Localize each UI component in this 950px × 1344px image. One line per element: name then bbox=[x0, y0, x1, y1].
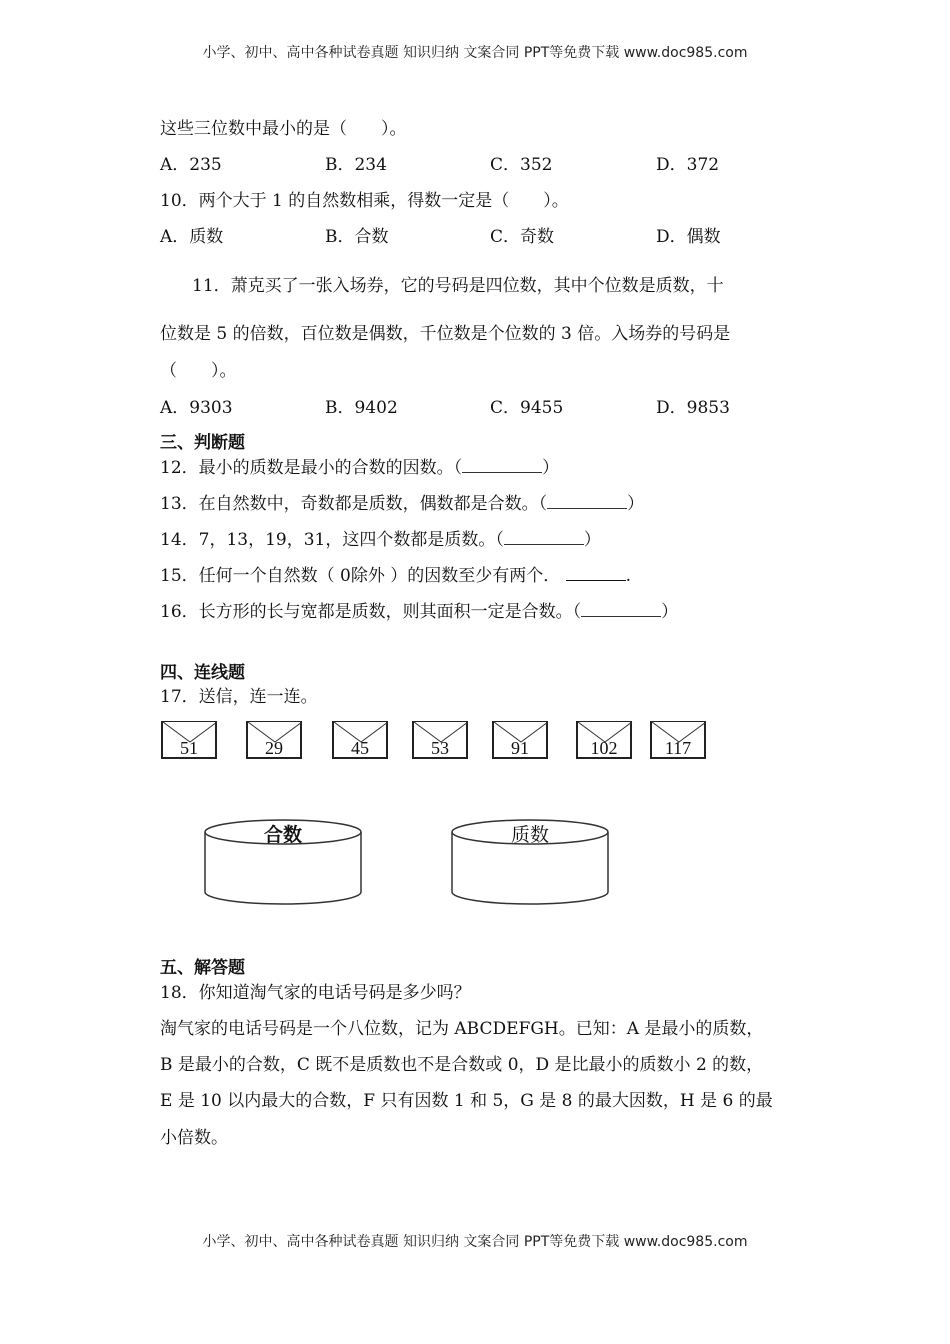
section-5-title: 五、解答题 bbox=[160, 958, 245, 978]
composite-number-box[interactable] bbox=[203, 818, 363, 908]
q11-line1: 11．萧克买了一张入场券，它的号码是四位数，其中个位数是质数，十 bbox=[192, 276, 724, 296]
judge-text: 12．最小的质数是最小的合数的因数。（ bbox=[160, 458, 463, 478]
q17-stem: 17．送信，连一连。 bbox=[160, 687, 318, 707]
judge-item-15 bbox=[160, 565, 631, 587]
q18-line: B 是最小的合数，C 既不是质数也不是合数或 0，D 是比最小的质数小 2 的数， bbox=[160, 1055, 764, 1075]
q9-stem: 这些三位数中最小的是（ ）。 bbox=[160, 119, 407, 139]
box-label: 合数 bbox=[263, 824, 302, 846]
box-label: 质数 bbox=[510, 824, 549, 846]
envelope-number: 29 bbox=[265, 738, 283, 758]
envelope-number: 117 bbox=[664, 738, 692, 758]
q18-line: E 是 10 以内最大的合数，F 只有因数 1 和 5，G 是 8 的最大因数，H 是 6 的最 bbox=[160, 1091, 773, 1111]
answer-blank[interactable] bbox=[547, 493, 627, 509]
page-footer: 小学、初中、高中各种试卷真题 知识归纳 文案合同 PPT等免费下载 www.doc985.com bbox=[202, 1234, 748, 1250]
q10-option-b: B．合数 bbox=[325, 227, 389, 247]
judge-text: 15．任何一个自然数（ 0除外 ）的因数至少有两个． bbox=[160, 566, 561, 586]
q11-line2: 位数是 5 的倍数，百位数是偶数，千位数是个位数的 3 倍。入场券的号码是 bbox=[160, 324, 731, 344]
envelope[interactable] bbox=[161, 721, 217, 759]
judge-text: 14．7，13，19，31，这四个数都是质数。（ bbox=[160, 530, 504, 550]
envelope-number: 91 bbox=[511, 738, 529, 758]
judge-close: ） bbox=[542, 458, 560, 478]
prime-number-box[interactable] bbox=[450, 818, 610, 908]
judge-item-13 bbox=[160, 493, 644, 515]
q9-option-b: B．234 bbox=[325, 155, 387, 175]
q18-stem: 18．你知道淘气家的电话号码是多少吗？ bbox=[160, 983, 471, 1003]
page-header: 小学、初中、高中各种试卷真题 知识归纳 文案合同 PPT等免费下载 www.doc985.com bbox=[202, 45, 748, 61]
envelope[interactable] bbox=[246, 721, 302, 759]
judge-close: ） bbox=[627, 494, 645, 514]
judge-text: 13．在自然数中，奇数都是质数，偶数都是合数。（ bbox=[160, 494, 548, 514]
answer-blank[interactable] bbox=[566, 565, 626, 581]
envelope-number: 51 bbox=[180, 738, 198, 758]
envelope-number: 102 bbox=[590, 738, 618, 758]
judge-text: 16．长方形的长与宽都是质数，则其面积一定是合数。（ bbox=[160, 602, 582, 622]
answer-blank[interactable] bbox=[504, 529, 584, 545]
q11-option-d: D．9853 bbox=[656, 398, 730, 418]
answer-blank[interactable] bbox=[462, 457, 542, 473]
judge-item-12 bbox=[160, 457, 559, 479]
envelope[interactable] bbox=[576, 721, 632, 759]
judge-item-14 bbox=[160, 529, 601, 551]
q18-line: 淘气家的电话号码是一个八位数，记为 ABCDEFGH。已知：A 是最小的质数， bbox=[160, 1019, 764, 1039]
envelope[interactable] bbox=[332, 721, 388, 759]
envelope-number: 53 bbox=[431, 738, 449, 758]
q9-option-c: C．352 bbox=[490, 155, 553, 175]
q10-stem: 10．两个大于 1 的自然数相乘，得数一定是（ ）。 bbox=[160, 191, 569, 211]
judge-item-16 bbox=[160, 601, 678, 623]
section-4-title: 四、连线题 bbox=[160, 663, 245, 683]
judge-close: ） bbox=[661, 602, 679, 622]
envelope-number: 45 bbox=[351, 738, 369, 758]
judge-close: ） bbox=[583, 530, 601, 550]
q11-line3: （ ）。 bbox=[160, 361, 237, 381]
envelope[interactable] bbox=[650, 721, 706, 759]
judge-close: . bbox=[625, 566, 632, 586]
answer-blank[interactable] bbox=[581, 601, 661, 617]
q10-option-c: C．奇数 bbox=[490, 227, 555, 247]
q10-option-d: D．偶数 bbox=[656, 227, 721, 247]
q11-option-c: C．9455 bbox=[490, 398, 564, 418]
q11-option-a: A．9303 bbox=[160, 398, 233, 418]
q18-line: 小倍数。 bbox=[160, 1128, 228, 1148]
q11-option-b: B．9402 bbox=[325, 398, 398, 418]
section-3-title: 三、判断题 bbox=[160, 433, 245, 453]
q9-option-d: D．372 bbox=[656, 155, 720, 175]
envelope[interactable] bbox=[492, 721, 548, 759]
envelope[interactable] bbox=[412, 721, 468, 759]
q10-option-a: A．质数 bbox=[160, 227, 224, 247]
q9-option-a: A．235 bbox=[160, 155, 222, 175]
